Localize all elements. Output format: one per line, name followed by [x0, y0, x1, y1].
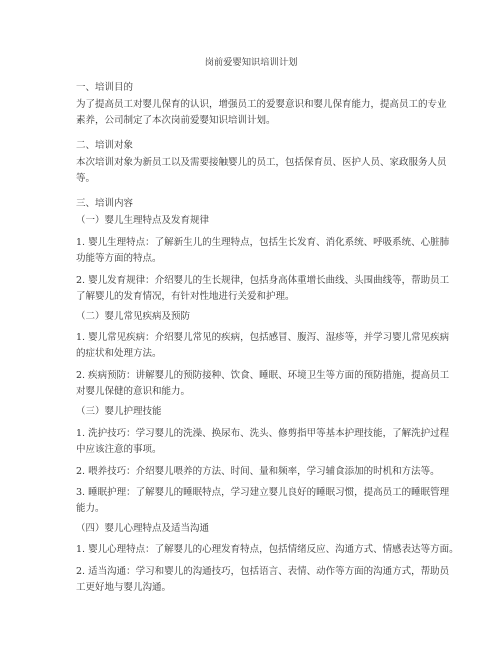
- list-item-line: 2. 婴儿发育规律：介绍婴儿的生长规律，包括身高体重增长曲线、头围曲线等，帮助员工: [76, 275, 450, 286]
- paragraph-line: 本次培训对象为新员工以及需要接触婴儿的员工，包括保育员、医护人员、家政服务人员: [76, 157, 447, 168]
- list-item-line: 能力。: [76, 503, 105, 514]
- list-item-line: 2. 适当沟通：学习和婴儿的沟通技巧，包括语言、表情、动作等方面的沟通方式，帮助员: [76, 566, 450, 577]
- paragraph-line: 为了提高员工对婴儿保育的认识，增强员工的爱婴意识和婴儿保育能力，提高员工的专业: [76, 99, 447, 110]
- list-item-line: 工更好地与婴儿沟通。: [76, 582, 172, 593]
- list-item-line: 1. 婴儿生理特点：了解新生儿的生理特点，包括生长发育、消化系统、呼吸系统、心脏肺: [76, 237, 450, 248]
- list-item-line: 1. 洗护技巧：学习婴儿的洗澡、换尿布、洗头、修剪指甲等基本护理技能，了解洗护过程: [76, 428, 450, 439]
- section-heading-audience: 二、培训对象: [76, 140, 134, 151]
- list-item-line: 3. 睡眠护理：了解婴儿的睡眠特点，学习建立婴儿良好的睡眠习惯，提高员工的睡眠管理: [76, 487, 450, 498]
- list-item-line: 了解婴儿的发育情况，有针对性地进行关爱和护理。: [76, 291, 295, 302]
- section-heading-content: 三、培训内容: [76, 198, 134, 209]
- subsection-heading: （二）婴儿常见疾病及预防: [76, 311, 191, 322]
- subsection-heading: （四）婴儿心理特点及适当沟通: [76, 523, 210, 534]
- paragraph-line: 素养，公司制定了本次岗前爱婴知识培训计划。: [76, 115, 276, 126]
- subsection-heading: （一）婴儿生理特点及发育规律: [76, 215, 210, 226]
- paragraph-line: 等。: [76, 173, 96, 184]
- subsection-heading: （三）婴儿护理技能: [76, 406, 162, 417]
- list-item-line: 2. 喂养技巧：介绍婴儿喂养的方法、时间、量和频率，学习辅食添加的时机和方法等。: [76, 466, 440, 477]
- document-title: 岗前爱婴知识培训计划: [204, 57, 298, 68]
- list-item-line: 1. 婴儿心理特点：了解婴儿的心理发育特点，包括情绪反应、沟通方式、情感表达等方面。: [76, 544, 459, 555]
- list-item-line: 功能等方面的特点。: [76, 253, 162, 264]
- list-item-line: 2. 疾病预防：讲解婴儿的预防接种、饮食、睡眠、环境卫生等方面的预防措施，提高员工: [76, 370, 450, 381]
- list-item-line: 对婴儿保健的意识和能力。: [76, 386, 191, 397]
- list-item-line: 中应该注意的事项。: [76, 444, 162, 455]
- list-item-line: 的症状和处理方法。: [76, 348, 162, 359]
- section-heading-purpose: 一、培训目的: [76, 82, 134, 93]
- list-item-line: 1. 婴儿常见疾病：介绍婴儿常见的疾病，包括感冒、腹泻、湿疹等，并学习婴儿常见疾病: [76, 332, 450, 343]
